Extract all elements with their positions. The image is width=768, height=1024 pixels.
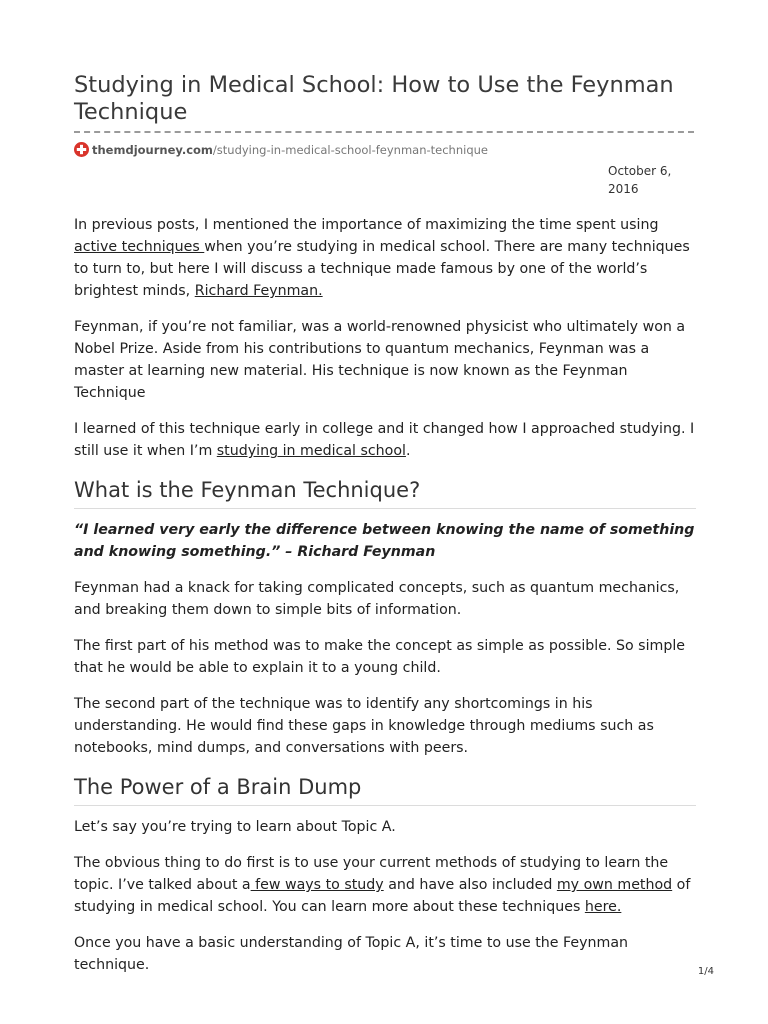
richard-feynman-link[interactable]: Richard Feynman. bbox=[194, 283, 323, 299]
post-date: October 6, 2016 bbox=[608, 164, 672, 196]
text-run: In previous posts, I mentioned the importance of maximizing the time spent using bbox=[74, 217, 659, 233]
page-title: Studying in Medical School: How to Use the Feynman Technique bbox=[74, 72, 674, 125]
source-link[interactable] bbox=[92, 143, 488, 157]
few-ways-to-study-link[interactable]: few ways to study bbox=[250, 877, 384, 893]
section1-paragraph-1: Feynman had a knack for taking complicated concepts, such as quantum mechanics, and breaking them down to simple bits of information. bbox=[74, 580, 680, 618]
section-heading-feynman-technique: What is the Feynman Technique? bbox=[74, 476, 696, 509]
section2-paragraph-1: Let’s say you’re trying to learn about Topic A. bbox=[74, 819, 396, 835]
source-line bbox=[74, 139, 488, 157]
my-own-method-link[interactable]: my own method bbox=[556, 877, 673, 893]
text-run: and have also included bbox=[383, 877, 557, 893]
title-divider bbox=[74, 131, 694, 133]
source-path: /studying-in-medical-school-feynman-technique bbox=[212, 143, 488, 157]
section1-paragraph-2: The first part of his method was to make the concept as simple as possible. So simple that he would be able to explain it to a young child. bbox=[74, 638, 686, 676]
article-body bbox=[74, 214, 696, 990]
studying-in-medical-school-link[interactable]: studying in medical school bbox=[216, 443, 406, 459]
here-link[interactable]: here. bbox=[584, 899, 622, 915]
active-techniques-link[interactable]: active techniques bbox=[74, 239, 205, 255]
feynman-quote: “I learned very early the difference between knowing the name of something and knowing something.” – Richard Feynman bbox=[74, 522, 695, 560]
section1-paragraph-3: The second part of the technique was to identify any shortcomings in his understanding. He would find these gaps in knowledge through mediums such as notebooks, mind dumps, and conversations with peers. bbox=[74, 696, 654, 756]
source-host: themdjourney.com bbox=[92, 143, 213, 157]
text-run: . bbox=[405, 443, 411, 459]
intro-paragraph-2: Feynman, if you’re not familiar, was a world-renowned physicist who ultimately won a Nobel Prize. Aside from his contributions to quantum mechanics, Feynman was a master at learning new material. His technique is now known as the Feynman Technique bbox=[74, 319, 686, 401]
section2-paragraph-3: Once you have a basic understanding of Topic A, it’s time to use the Feynman technique. bbox=[74, 935, 629, 973]
text-run: of studying in medical school. You can learn more about these techniques bbox=[74, 877, 691, 915]
intro-paragraph-3 bbox=[74, 418, 696, 462]
intro-paragraph-1 bbox=[74, 214, 696, 302]
text-run: I learned of this technique early in college and it changed how I approached studying. I still use it when I’m bbox=[74, 421, 695, 459]
section-heading-brain-dump: The Power of a Brain Dump bbox=[74, 773, 696, 806]
red-cross-icon bbox=[74, 142, 89, 160]
section2-paragraph-2 bbox=[74, 852, 696, 918]
text-run: when you’re studying in medical school. There are many techniques to turn to, but here I will discuss a technique made famous by one of the world’s brightest minds, bbox=[74, 239, 690, 299]
page-number: 1/4 bbox=[697, 966, 714, 977]
text-run: The obvious thing to do first is to use your current methods of studying to learn the topic. I’ve talked about a bbox=[74, 855, 669, 893]
